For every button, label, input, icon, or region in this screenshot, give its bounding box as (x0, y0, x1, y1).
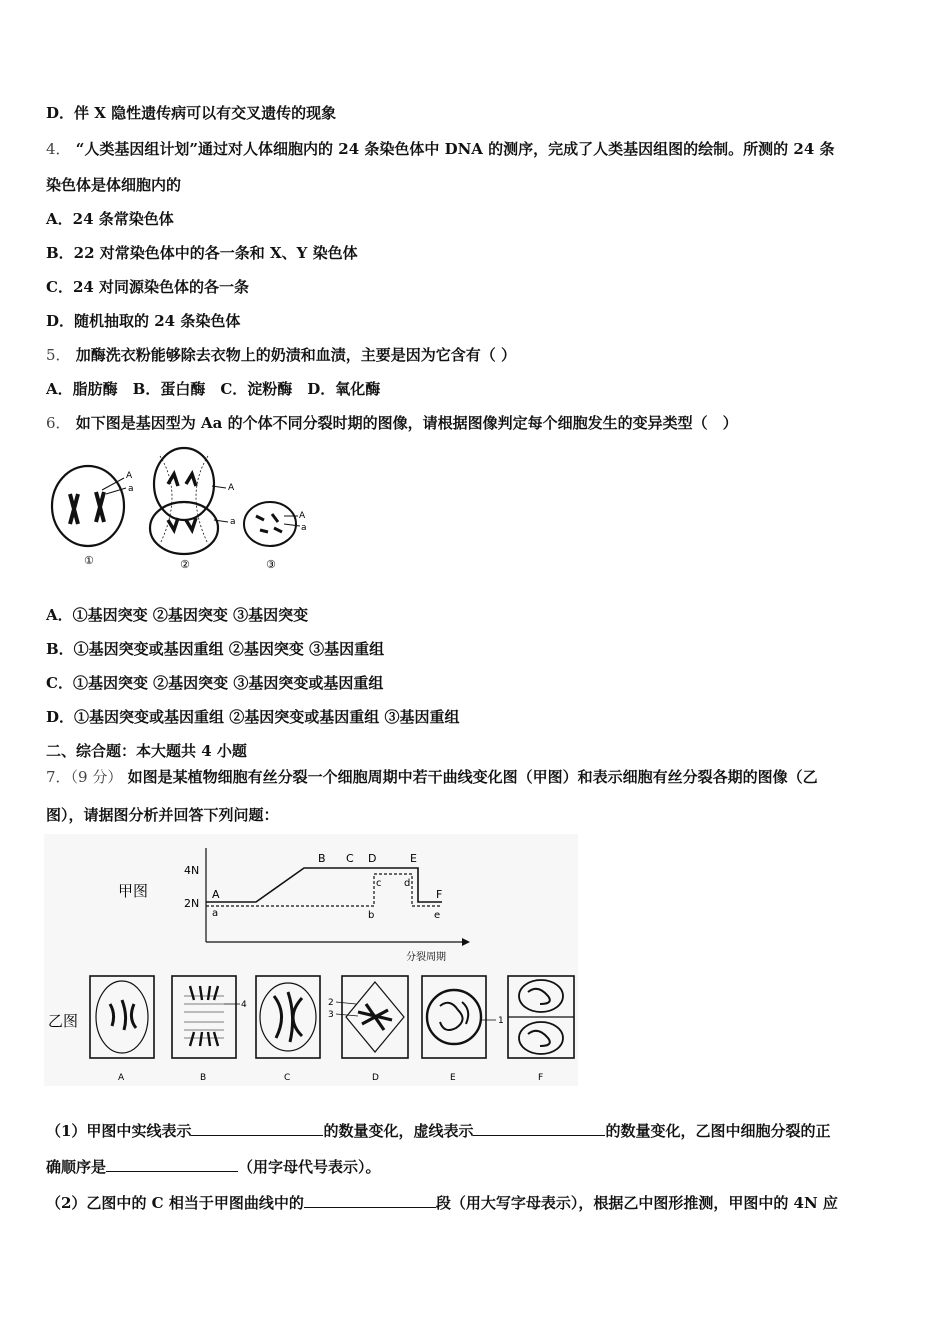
answer-blank-2[interactable] (473, 1121, 605, 1136)
q4-option-b: B．22 对常染色体中的各一条和 X、Y 染色体 (46, 244, 358, 262)
section-2-heading: 二、综合题：本大题共 4 小题 (46, 742, 247, 760)
q6-option-a: A．①基因突变 ②基因突变 ③基因突变 (46, 606, 309, 624)
q5-stem-text: 加酶洗衣粉能够除去衣物上的奶渍和血渍，主要是因为它含有（ ） (75, 346, 517, 364)
q7-part1-text-d: 确顺序是 (46, 1158, 107, 1176)
pt-D: D (368, 852, 377, 865)
q7-part1-line1 (46, 1120, 830, 1141)
answer-blank-3[interactable] (106, 1157, 238, 1172)
q7-part2-text-a: （2）乙图中的 C 相当于甲图曲线中的 (46, 1194, 304, 1212)
q6-stem-text: 如下图是基因型为 Aa 的个体不同分裂时期的图像，请根据图像判定每个细胞发生的变异类型（ ） (75, 414, 738, 432)
cell-division-figure (44, 444, 324, 576)
cell2-gene-a: a (230, 517, 236, 527)
pt-A: A (212, 888, 220, 901)
cell1-gene-A: A (126, 471, 133, 481)
q3-option-d: D．伴 X 隐性遗传病可以有交叉遗传的现象 (46, 104, 337, 122)
cell-A-label: A (118, 1073, 125, 1083)
q7-part1-text-c: 的数量变化，乙图中细胞分裂的正 (605, 1122, 831, 1140)
q7-stem-text: 如图是某植物细胞有丝分裂一个细胞周期中若干曲线变化图（甲图）和表示细胞有丝分裂各期的图像（乙 (127, 768, 818, 786)
q4-stem-text: “人类基因组计划”通过对人体细胞内的 24 条染色体中 DNA 的测序，完成了人类基因组图的绘制。所测的 24 条 (75, 140, 835, 158)
cell-D-label: D (372, 1073, 379, 1083)
q7-part1-line2 (46, 1156, 381, 1177)
jia-title: 甲图 (118, 882, 149, 900)
y-label-2n: 2N (184, 897, 200, 910)
mark-1: 1 (498, 1016, 504, 1026)
cell1-label: ① (84, 554, 94, 567)
mark-4: 4 (241, 1000, 247, 1010)
q6-stem (46, 412, 738, 433)
pt-C: C (346, 852, 354, 865)
answer-blank-1[interactable] (191, 1121, 323, 1136)
q7-number: 7．（9 分） (46, 768, 123, 786)
q4-stem-line1 (46, 138, 834, 159)
pt-e: e (434, 910, 441, 921)
q6-option-d: D．①基因突变或基因重组 ②基因突变或基因重组 ③基因重组 (46, 708, 460, 726)
cell2-label: ② (180, 558, 190, 571)
pt-c: c (376, 878, 382, 889)
cell-F-label: F (538, 1073, 544, 1083)
mitosis-figure (44, 834, 578, 1086)
q5-number: 5． (46, 346, 71, 364)
cell-3 (244, 502, 307, 571)
cell-B-label: B (200, 1073, 207, 1083)
q7-part1-text-b: 的数量变化，虚线表示 (323, 1122, 474, 1140)
cell-1 (52, 466, 134, 567)
answer-blank-4[interactable] (304, 1193, 436, 1208)
y-label-4n: 4N (184, 864, 200, 877)
pt-E: E (410, 852, 417, 865)
mark-2: 2 (328, 998, 334, 1008)
q7-part1-text-e: （用字母代号表示）。 (238, 1158, 381, 1176)
q4-number: 4． (46, 140, 71, 158)
q4-option-d: D．随机抽取的 24 条染色体 (46, 312, 241, 330)
pt-b: b (368, 910, 375, 921)
q7-part2-text-b: 段（用大写字母表示），根据乙中图形推测，甲图中的 4N 应 (435, 1194, 838, 1212)
cell2-gene-A: A (228, 483, 235, 493)
q6-number: 6． (46, 414, 71, 432)
cell-E-label: E (450, 1073, 456, 1083)
mark-3: 3 (328, 1010, 334, 1020)
cell-C-label: C (284, 1073, 291, 1083)
pt-B: B (318, 852, 326, 865)
pt-a: a (212, 908, 219, 919)
q7-stem-line2: 图），请据图分析并回答下列问题： (46, 806, 279, 824)
cell3-gene-a: a (301, 523, 307, 533)
q7-part2-line1 (46, 1192, 838, 1213)
cell-2 (150, 448, 236, 571)
x-axis-label: 分裂周期 (406, 952, 446, 963)
yi-title: 乙图 (48, 1012, 79, 1030)
cell3-gene-A: A (299, 511, 306, 521)
q6-option-c: C．①基因突变 ②基因突变 ③基因突变或基因重组 (46, 674, 384, 692)
q7-stem-line1 (46, 766, 818, 787)
q4-option-a: A．24 条常染色体 (46, 210, 174, 228)
q4-option-c: C．24 对同源染色体的各一条 (46, 278, 250, 296)
q6-option-b: B．①基因突变或基因重组 ②基因突变 ③基因重组 (46, 640, 385, 658)
cell1-gene-a: a (128, 484, 134, 494)
q5-options: A．脂肪酶 B．蛋白酶 C．淀粉酶 D．氧化酶 (46, 380, 381, 398)
q4-stem-line2: 染色体是体细胞内的 (46, 176, 182, 194)
pt-d: d (404, 878, 411, 889)
cell3-label: ③ (266, 558, 276, 571)
q7-part1-text-a: （1）甲图中实线表示 (46, 1122, 192, 1140)
pt-F: F (436, 888, 443, 901)
q5-stem (46, 344, 516, 365)
